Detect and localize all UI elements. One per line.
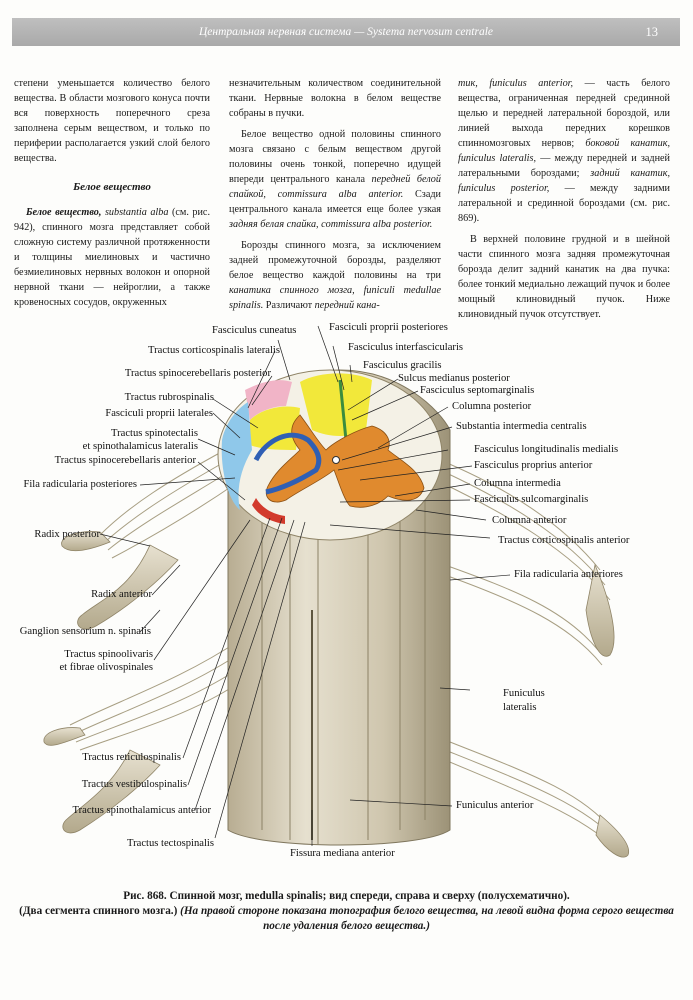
text-column-3 bbox=[458, 76, 670, 328]
label-columna-anterior: Columna anterior bbox=[492, 515, 567, 526]
caption-line-1: Рис. 868. Спинной мозг, medulla spinalis; вид спереди, справа и сверху (полусхематично). bbox=[123, 890, 570, 902]
term: тик, funiculus anterior, bbox=[458, 78, 574, 89]
term: Белое вещество, bbox=[26, 207, 102, 218]
running-header bbox=[12, 18, 680, 46]
paragraph-text: — между передней и задней латеральными бороздами; bbox=[458, 153, 671, 179]
caption-line-2 bbox=[14, 904, 679, 934]
right-root-lower bbox=[596, 815, 629, 857]
paragraph-text: Борозды спинного мозга, за исключением задней промежуточной борозды, разделяют белое вещество каждой половины на три bbox=[229, 240, 441, 281]
paragraph bbox=[229, 238, 441, 313]
ganglion-upper bbox=[78, 545, 178, 629]
label-fila-radicularia-anteriores: Fila radicularia anteriores bbox=[514, 569, 623, 580]
spinal-cord-figure bbox=[0, 310, 693, 880]
label-spinothalamicus-lateralis: et spinothalamicus lateralis bbox=[82, 441, 198, 452]
paragraph: незначительным количеством соединительной ткани. Нервные волокна в белом веществе собраны в пучки. bbox=[229, 78, 441, 119]
paragraph-text: Сзади центрального канала имеется еще более узкая bbox=[229, 189, 441, 215]
text-column-1 bbox=[14, 76, 210, 316]
label-tractus-spinotectalis: Tractus spinotectalis bbox=[111, 428, 198, 439]
label-fasciculus-interfascicularis: Fasciculus interfascicularis bbox=[348, 342, 464, 353]
label-funiculus-anterior: Funiculus anterior bbox=[456, 800, 534, 811]
header-title: Центральная нервная система — Systema nervosum centrale bbox=[198, 26, 494, 38]
label-fasciculi-proprii-laterales: Fasciculi proprii laterales bbox=[105, 408, 213, 419]
label-fila-radicularia-posteriores: Fila radicularia posteriores bbox=[23, 479, 137, 490]
paragraph: степени уменьшается количество белого вещества. В области мозгового конуса почти вся поверхность поперечного среза заполнена серым веществом, и только по периферии располагается узкий слой белого вещества. bbox=[14, 78, 210, 164]
label-tractus-reticulospinalis: Tractus reticulospinalis bbox=[82, 752, 181, 763]
term: задний канатик, funiculus posterior, bbox=[458, 168, 671, 194]
label-tractus-spinocerebellaris-posterior: Tractus spinocerebellaris posterior bbox=[124, 368, 271, 379]
term: боковой канатик, funiculus lateralis, bbox=[458, 138, 671, 164]
caption-description: (На правой стороне показана топография белого вещества, на левой видна форма серого вещества после удаления белого вещества.) bbox=[180, 905, 674, 932]
label-fasciculus-cuneatus: Fasciculus cuneatus bbox=[212, 325, 297, 336]
label-columna-posterior: Columna posterior bbox=[452, 401, 532, 412]
paragraph-text: Различают bbox=[265, 300, 313, 311]
term: передней белой спайкой, commissura alba anterior. bbox=[229, 174, 441, 200]
paragraph bbox=[458, 76, 670, 226]
caption-segment-note: (Два сегмента спинного мозга.) bbox=[19, 905, 178, 917]
label-ganglion-sensorium: Ganglion sensorium n. spinalis bbox=[19, 626, 151, 637]
paragraph bbox=[229, 127, 441, 232]
label-fasciculus-septomarginalis: Fasciculus septomarginalis bbox=[420, 385, 535, 396]
label-radix-posterior: Radix posterior bbox=[34, 529, 100, 540]
paragraph-text: — часть белого вещества, ограниченная передней срединной щелью и передней латеральной бороздой, или линией выхода передних корешков спинномозговых нервов; bbox=[458, 78, 670, 149]
latin-term: substantia alba bbox=[104, 207, 169, 218]
label-tractus-tectospinalis: Tractus tectospinalis bbox=[127, 838, 214, 849]
label-fibrae-olivospinales: et fibrae olivospinales bbox=[59, 662, 153, 673]
term: канатика спинного мозга, funiculi medullae spinalis. bbox=[229, 285, 441, 311]
label-tractus-corticospinalis-anterior: Tractus corticospinalis anterior bbox=[498, 535, 630, 546]
paragraph-text: (см. рис. 942), спинного мозга представляет собой сложную систему различной протяженности и толщины миелиновых и частично безмиелиновых нервных волокон и опорной нервной ткани — нейроглии, а также кровеносных сосудов, окруженных bbox=[14, 207, 210, 308]
label-fasciculus-gracilis: Fasciculus gracilis bbox=[363, 360, 442, 371]
label-tractus-spinothalamicus-anterior: Tractus spinothalamicus anterior bbox=[72, 805, 211, 816]
label-fasciculus-sulcomarginalis: Fasciculus sulcomarginalis bbox=[474, 494, 589, 505]
term: задняя белая спайка, commissura alba posterior. bbox=[229, 219, 433, 230]
paragraph-text: — между задними латеральной и срединной бороздами (см. рис. 869). bbox=[458, 183, 670, 224]
figure-caption bbox=[14, 889, 679, 934]
label-fissura-mediana-anterior: Fissura mediana anterior bbox=[290, 848, 395, 859]
paragraph bbox=[14, 205, 210, 310]
central-canal bbox=[333, 457, 340, 464]
label-tractus-rubrospinalis: Tractus rubrospinalis bbox=[124, 392, 214, 403]
label-funiculus-lateralis-1: Funiculus bbox=[503, 688, 545, 699]
label-tractus-spinocerebellaris-anterior: Tractus spinocerebellaris anterior bbox=[54, 455, 196, 466]
label-fasciculus-proprius-anterior: Fasciculus proprius anterior bbox=[474, 460, 593, 471]
label-tractus-spinoolivaris: Tractus spinoolivaris bbox=[64, 649, 153, 660]
label-fasciculi-proprii-posteriores: Fasciculi proprii posteriores bbox=[329, 322, 448, 333]
section-heading: Белое вещество bbox=[73, 181, 151, 193]
page-number: 13 bbox=[645, 25, 658, 39]
text-column-2 bbox=[229, 76, 441, 319]
label-fasciculus-longitudinalis-medialis: Fasciculus longitudinalis medialis bbox=[474, 444, 619, 455]
label-tractus-corticospinalis-lateralis: Tractus corticospinalis lateralis bbox=[147, 345, 280, 356]
label-funiculus-lateralis-2: lateralis bbox=[503, 702, 537, 713]
paragraph: В верхней половине грудной и в шейной части спинного мозга задняя промежуточная борозда делит задний канатик на два пучка: более тонкий медиально лежащий пучок и более мощный клиновидный пучок. Ниже клиновидный пучок отсутствует. bbox=[458, 234, 670, 320]
label-substantia-intermedia-centralis: Substantia intermedia centralis bbox=[456, 421, 587, 432]
paragraph-text: Белое вещество одной половины спинного мозга связано с белым веществом другой половины очень тонкой, поперечно идущей впереди центрального канала bbox=[229, 129, 441, 185]
radix-posterior-lower bbox=[44, 728, 85, 746]
label-columna-intermedia: Columna intermedia bbox=[474, 478, 561, 489]
label-sulcus-medianus-posterior: Sulcus medianus posterior bbox=[398, 373, 510, 384]
label-radix-anterior: Radix anterior bbox=[91, 589, 152, 600]
label-tractus-vestibulospinalis: Tractus vestibulospinalis bbox=[81, 779, 187, 790]
term: передний кана- bbox=[314, 300, 380, 311]
